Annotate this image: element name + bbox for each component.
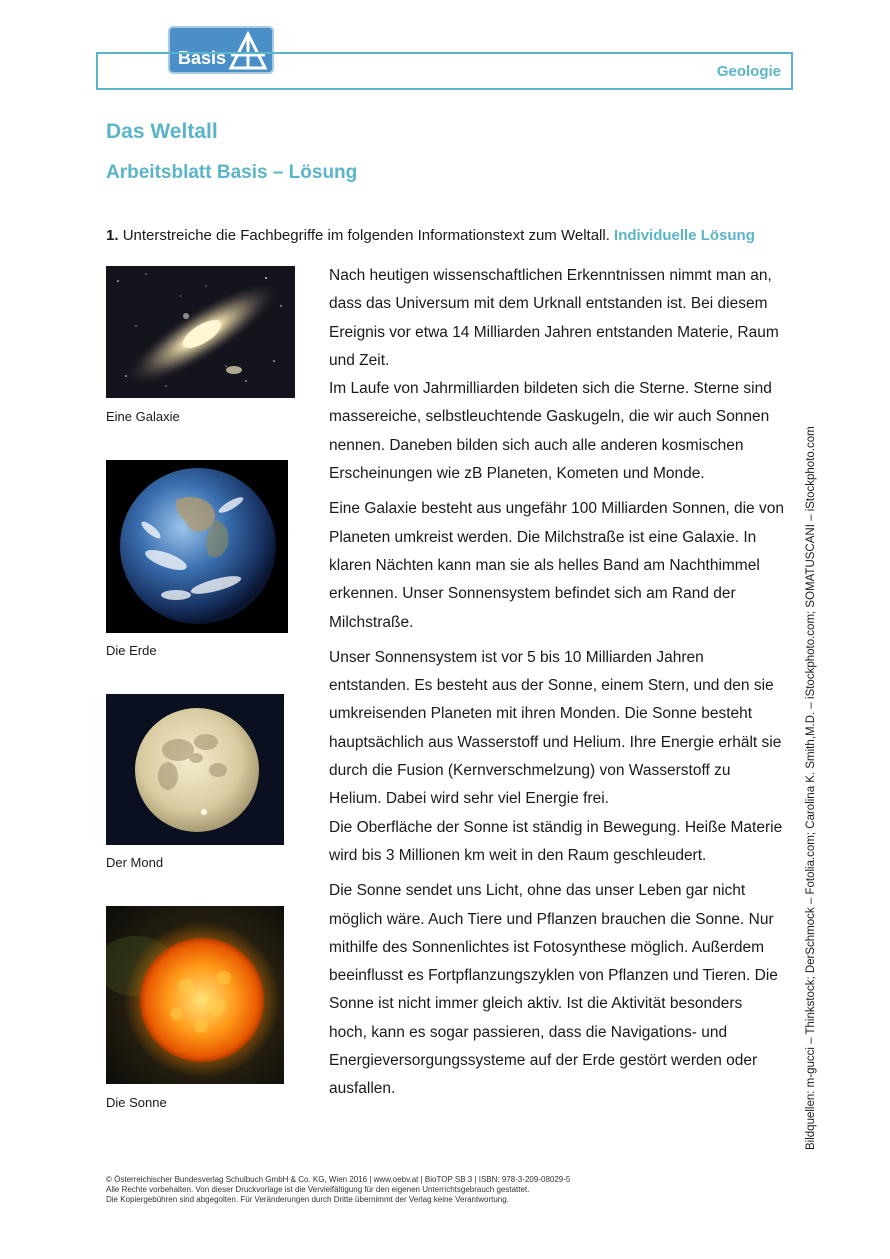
- caption-moon: Der Mond: [106, 855, 164, 870]
- galaxy-photo: [106, 266, 295, 398]
- page-subtitle: Arbeitsblatt Basis – Lösung: [106, 162, 358, 183]
- task-solution: Individuelle Lösung: [614, 227, 755, 244]
- image-credits: Bildquellen: m-gucci – Thinkstock; DerSchmock – Fotolia.com; Carolina K. Smith,M.D. – iStockphoto.com; SOMATUSCANI – iStockphoto.com: [805, 426, 817, 1150]
- caption-galaxy: Eine Galaxie: [106, 409, 180, 424]
- earth-photo: [106, 460, 288, 633]
- paragraph-text: Die Oberfläche der Sonne ist ständig in Bewegung. Heiße Materie wird bis 3 Millionen km weit in den Raum geschleudert.: [329, 818, 783, 864]
- moon-photo: [106, 694, 284, 845]
- footer-line: © Österreichischer Bundesverlag Schulbuch GmbH & Co. KG, Wien 2016 | www.oebv.at | BioTOP SB 3 | ISBN: 978-3-209-08029-5: [106, 1175, 571, 1184]
- paragraph: Die Sonne sendet uns Licht, ohne das unser Leben gar nicht möglich wäre. Auch Tiere und Pflanzen brauchen die Sonne. Nur mithilfe des Sonnenlichtes ist Fotosynthese möglich. Außerdem beeinflusst es Fortpflanzungszyklen von Pflanzen und Tieren. Die Sonne ist nicht immer gleich aktiv. Ist die Aktivität besonders hoch, kann es sogar passieren, dass die Navigations- und Energieversorgungssysteme auf der Erde gestört werden oder ausfallen.: [329, 882, 778, 1098]
- footer: [106, 1175, 570, 1205]
- footer-line: Alle Rechte vorbehalten. Von dieser Druckvorlage ist die Vervielfältigung für den eigenen Unterrichtsgebrauch gestattet.: [106, 1185, 530, 1194]
- task-text: Unterstreiche die Fachbegriffe im folgenden Informationstext zum Weltall.: [122, 227, 610, 244]
- paragraph-text: Nach heutigen wissenschaftlichen Erkenntnissen nimmt man an, dass das Universum mit dem Urknall entstanden ist. Bei diesem Ereignis vor etwa 14 Milliarden Jahren entstanden Materie, Raum und Zeit.: [329, 267, 779, 369]
- logo-text: Basis: [178, 48, 227, 68]
- footer-line: Die Kopiergebühren sind abgegolten. Für Veränderungen durch Dritte übernimmt der Verlag keine Verantwortung.: [106, 1195, 509, 1204]
- caption-sun: Die Sonne: [106, 1095, 167, 1110]
- paragraph-text: Unser Sonnensystem ist vor 5 bis 10 Milliarden Jahren entstanden. Es besteht aus der Sonne, einem Stern, und den sie umkreisenden Planeten mit ihren Monden. Die Sonne besteht hauptsächlich aus Wasserstoff und Helium. Ihre Energie erhält sie durch die Fusion (Kernverschmelzung) von Wasserstoff zu Helium. Dabei wird sehr viel Energie frei.: [329, 648, 782, 808]
- caption-earth: Die Erde: [106, 643, 157, 658]
- paragraph: Eine Galaxie besteht aus ungefähr 100 Milliarden Sonnen, die von Planeten umkreist werden. Die Milchstraße ist eine Galaxie. In klaren Nächten kann man sie als helles Band am Nachthimmel erkennen. Unser Sonnensystem befindet sich am Rand der Milchstraße.: [329, 500, 784, 631]
- header-frame: [96, 52, 793, 90]
- paragraph-text: Im Laufe von Jahrmilliarden bildeten sich die Sterne. Sterne sind massereiche, selbstleuchtende Gaskugeln, die wir auch Sonnen nennen. Daneben bilden sich auch alle anderen kosmischen Erscheinungen wie zB Planeten, Kometen und Monde.: [329, 380, 772, 483]
- info-text: [329, 262, 784, 1111]
- paragraph: [329, 644, 784, 870]
- task-number: 1.: [106, 227, 119, 244]
- page-title: Das Weltall: [106, 120, 218, 143]
- paragraph: [329, 262, 784, 488]
- task-1: [106, 227, 755, 244]
- subject-label: Geologie: [716, 63, 781, 80]
- sun-photo: [106, 906, 284, 1084]
